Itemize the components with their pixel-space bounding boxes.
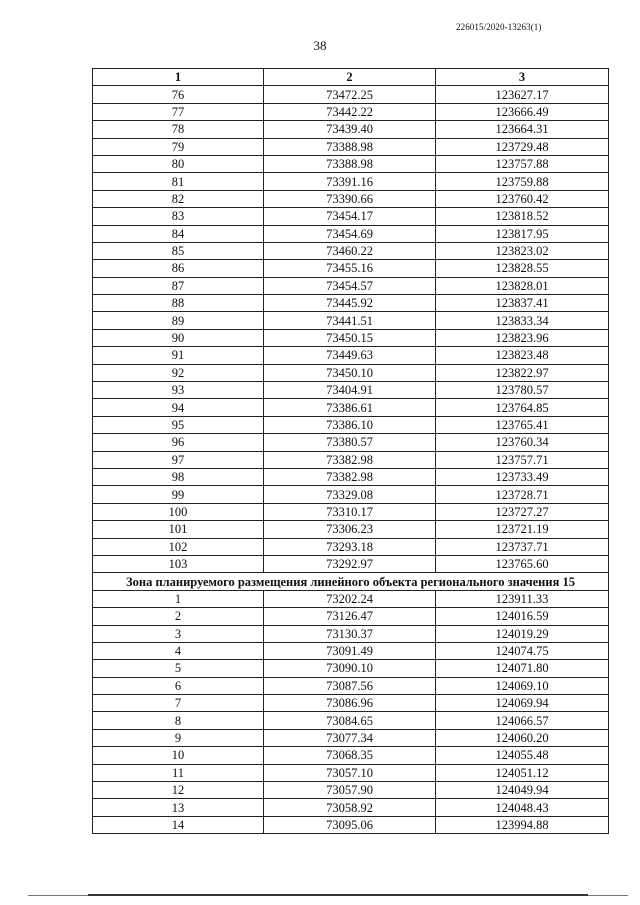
table-row [93,312,609,329]
point-number-cell: 103 [93,555,264,572]
point-number-cell: 87 [93,277,264,294]
table-row [93,225,609,242]
x-coordinate-cell: 73404.91 [264,382,436,399]
x-coordinate-cell: 73454.69 [264,225,436,242]
table-row [93,364,609,381]
point-number-cell: 89 [93,312,264,329]
point-number-cell: 88 [93,295,264,312]
y-coordinate-cell: 123837.41 [436,295,609,312]
y-coordinate-cell: 123765.60 [436,555,609,572]
y-coordinate-cell: 123757.71 [436,451,609,468]
y-coordinate-cell: 123727.27 [436,503,609,520]
y-coordinate-cell: 123780.57 [436,382,609,399]
y-coordinate-cell: 124016.59 [436,608,609,625]
table-row [93,816,609,833]
point-number-cell: 100 [93,503,264,520]
bottom-scan-line [28,893,628,897]
point-number-cell: 97 [93,451,264,468]
point-number-cell: 8 [93,712,264,729]
x-coordinate-cell: 73460.22 [264,242,436,259]
zone-title-row [93,573,609,590]
y-coordinate-cell: 123733.49 [436,468,609,485]
y-coordinate-cell: 124019.29 [436,625,609,642]
column-header-1: 1 [93,69,264,86]
table-row [93,782,609,799]
header-row [93,69,609,86]
x-coordinate-cell: 73445.92 [264,295,436,312]
y-coordinate-cell: 124066.57 [436,712,609,729]
point-number-cell: 94 [93,399,264,416]
x-coordinate-cell: 73202.24 [264,590,436,607]
x-coordinate-cell: 73391.16 [264,173,436,190]
point-number-cell: 76 [93,86,264,103]
point-number-cell: 91 [93,347,264,364]
point-number-cell: 90 [93,329,264,346]
x-coordinate-cell: 73450.10 [264,364,436,381]
table-row [93,295,609,312]
point-number-cell: 11 [93,764,264,781]
table-row [93,329,609,346]
point-number-cell: 7 [93,695,264,712]
x-coordinate-cell: 73095.06 [264,816,436,833]
table-row [93,434,609,451]
x-coordinate-cell: 73091.49 [264,642,436,659]
point-number-cell: 95 [93,416,264,433]
x-coordinate-cell: 73087.56 [264,677,436,694]
x-coordinate-cell: 73130.37 [264,625,436,642]
x-coordinate-cell: 73306.23 [264,521,436,538]
table-row [93,695,609,712]
table-row [93,799,609,816]
y-coordinate-cell: 123823.96 [436,329,609,346]
y-coordinate-cell: 123828.01 [436,277,609,294]
point-number-cell: 86 [93,260,264,277]
table-row [93,138,609,155]
point-number-cell: 85 [93,242,264,259]
x-coordinate-cell: 73386.10 [264,416,436,433]
point-number-cell: 12 [93,782,264,799]
table-row [93,677,609,694]
table-header [93,69,609,86]
point-number-cell: 101 [93,521,264,538]
x-coordinate-cell: 73390.66 [264,190,436,207]
y-coordinate-cell: 124074.75 [436,642,609,659]
y-coordinate-cell: 123729.48 [436,138,609,155]
point-number-cell: 93 [93,382,264,399]
table-row [93,590,609,607]
table-row [93,712,609,729]
table-row [93,399,609,416]
point-number-cell: 2 [93,608,264,625]
y-coordinate-cell: 123765.41 [436,416,609,433]
x-coordinate-cell: 73057.10 [264,764,436,781]
x-coordinate-cell: 73382.98 [264,468,436,485]
page-number: 38 [313,38,327,53]
point-number-cell: 10 [93,747,264,764]
y-coordinate-cell: 123823.48 [436,347,609,364]
table-row [93,347,609,364]
table-row [93,190,609,207]
y-coordinate-cell: 124051.12 [436,764,609,781]
point-number-cell: 14 [93,816,264,833]
table-row [93,503,609,520]
point-number-cell: 3 [93,625,264,642]
point-number-cell: 80 [93,155,264,172]
table-row [93,608,609,625]
y-coordinate-cell: 124049.94 [436,782,609,799]
point-number-cell: 84 [93,225,264,242]
x-coordinate-cell: 73380.57 [264,434,436,451]
table-row [93,416,609,433]
table-row [93,451,609,468]
column-header-2: 2 [264,69,436,86]
y-coordinate-cell: 123664.31 [436,121,609,138]
x-coordinate-cell: 73442.22 [264,103,436,120]
table-row [93,277,609,294]
y-coordinate-cell: 123911.33 [436,590,609,607]
y-coordinate-cell: 124060.20 [436,729,609,746]
table-body [93,86,609,834]
table-row [93,382,609,399]
point-number-cell: 6 [93,677,264,694]
y-coordinate-cell: 123817.95 [436,225,609,242]
x-coordinate-cell: 73090.10 [264,660,436,677]
table-row [93,486,609,503]
table-row [93,729,609,746]
y-coordinate-cell: 123818.52 [436,208,609,225]
x-coordinate-cell: 73057.90 [264,782,436,799]
y-coordinate-cell: 123627.17 [436,86,609,103]
table-row [93,260,609,277]
x-coordinate-cell: 73058.92 [264,799,436,816]
point-number-cell: 98 [93,468,264,485]
table-row [93,242,609,259]
point-number-cell: 79 [93,138,264,155]
x-coordinate-cell: 73386.61 [264,399,436,416]
table-row [93,555,609,572]
point-number-cell: 13 [93,799,264,816]
y-coordinate-cell: 123721.19 [436,521,609,538]
point-number-cell: 4 [93,642,264,659]
table-row [93,103,609,120]
x-coordinate-cell: 73449.63 [264,347,436,364]
coordinates-table [92,68,609,834]
point-number-cell: 82 [93,190,264,207]
table-row [93,642,609,659]
table-row [93,121,609,138]
x-coordinate-cell: 73293.18 [264,538,436,555]
point-number-cell: 5 [93,660,264,677]
y-coordinate-cell: 123760.34 [436,434,609,451]
table-row [93,660,609,677]
point-number-cell: 96 [93,434,264,451]
x-coordinate-cell: 73077.34 [264,729,436,746]
x-coordinate-cell: 73454.17 [264,208,436,225]
y-coordinate-cell: 124071.80 [436,660,609,677]
table-row [93,625,609,642]
point-number-cell: 81 [93,173,264,190]
y-coordinate-cell: 123737.71 [436,538,609,555]
point-number-cell: 102 [93,538,264,555]
y-coordinate-cell: 123994.88 [436,816,609,833]
table-row [93,155,609,172]
document-id: 226015/2020-13263(1) [456,22,542,32]
x-coordinate-cell: 73126.47 [264,608,436,625]
table-row [93,208,609,225]
zone-title: Зона планируемого размещения линейного объекта регионального значения 15 [93,573,609,590]
x-coordinate-cell: 73439.40 [264,121,436,138]
point-number-cell: 92 [93,364,264,381]
table-row [93,86,609,103]
y-coordinate-cell: 123833.34 [436,312,609,329]
point-number-cell: 78 [93,121,264,138]
x-coordinate-cell: 73086.96 [264,695,436,712]
x-coordinate-cell: 73084.65 [264,712,436,729]
x-coordinate-cell: 73450.15 [264,329,436,346]
y-coordinate-cell: 124055.48 [436,747,609,764]
y-coordinate-cell: 124069.94 [436,695,609,712]
y-coordinate-cell: 123828.55 [436,260,609,277]
table-row [93,747,609,764]
y-coordinate-cell: 124048.43 [436,799,609,816]
x-coordinate-cell: 73292.97 [264,555,436,572]
y-coordinate-cell: 123757.88 [436,155,609,172]
x-coordinate-cell: 73472.25 [264,86,436,103]
x-coordinate-cell: 73068.35 [264,747,436,764]
x-coordinate-cell: 73310.17 [264,503,436,520]
y-coordinate-cell: 123823.02 [436,242,609,259]
point-number-cell: 9 [93,729,264,746]
table-row [93,521,609,538]
x-coordinate-cell: 73382.98 [264,451,436,468]
column-header-3: 3 [436,69,609,86]
point-number-cell: 99 [93,486,264,503]
x-coordinate-cell: 73455.16 [264,260,436,277]
y-coordinate-cell: 123760.42 [436,190,609,207]
point-number-cell: 1 [93,590,264,607]
x-coordinate-cell: 73454.57 [264,277,436,294]
point-number-cell: 77 [93,103,264,120]
table-row [93,538,609,555]
y-coordinate-cell: 123728.71 [436,486,609,503]
y-coordinate-cell: 123764.85 [436,399,609,416]
table-row [93,173,609,190]
x-coordinate-cell: 73329.08 [264,486,436,503]
x-coordinate-cell: 73388.98 [264,138,436,155]
y-coordinate-cell: 123759.88 [436,173,609,190]
table-row [93,468,609,485]
table-row [93,764,609,781]
point-number-cell: 83 [93,208,264,225]
y-coordinate-cell: 123666.49 [436,103,609,120]
x-coordinate-cell: 73388.98 [264,155,436,172]
bottom-line-thick [88,894,588,896]
y-coordinate-cell: 124069.10 [436,677,609,694]
x-coordinate-cell: 73441.51 [264,312,436,329]
y-coordinate-cell: 123822.97 [436,364,609,381]
